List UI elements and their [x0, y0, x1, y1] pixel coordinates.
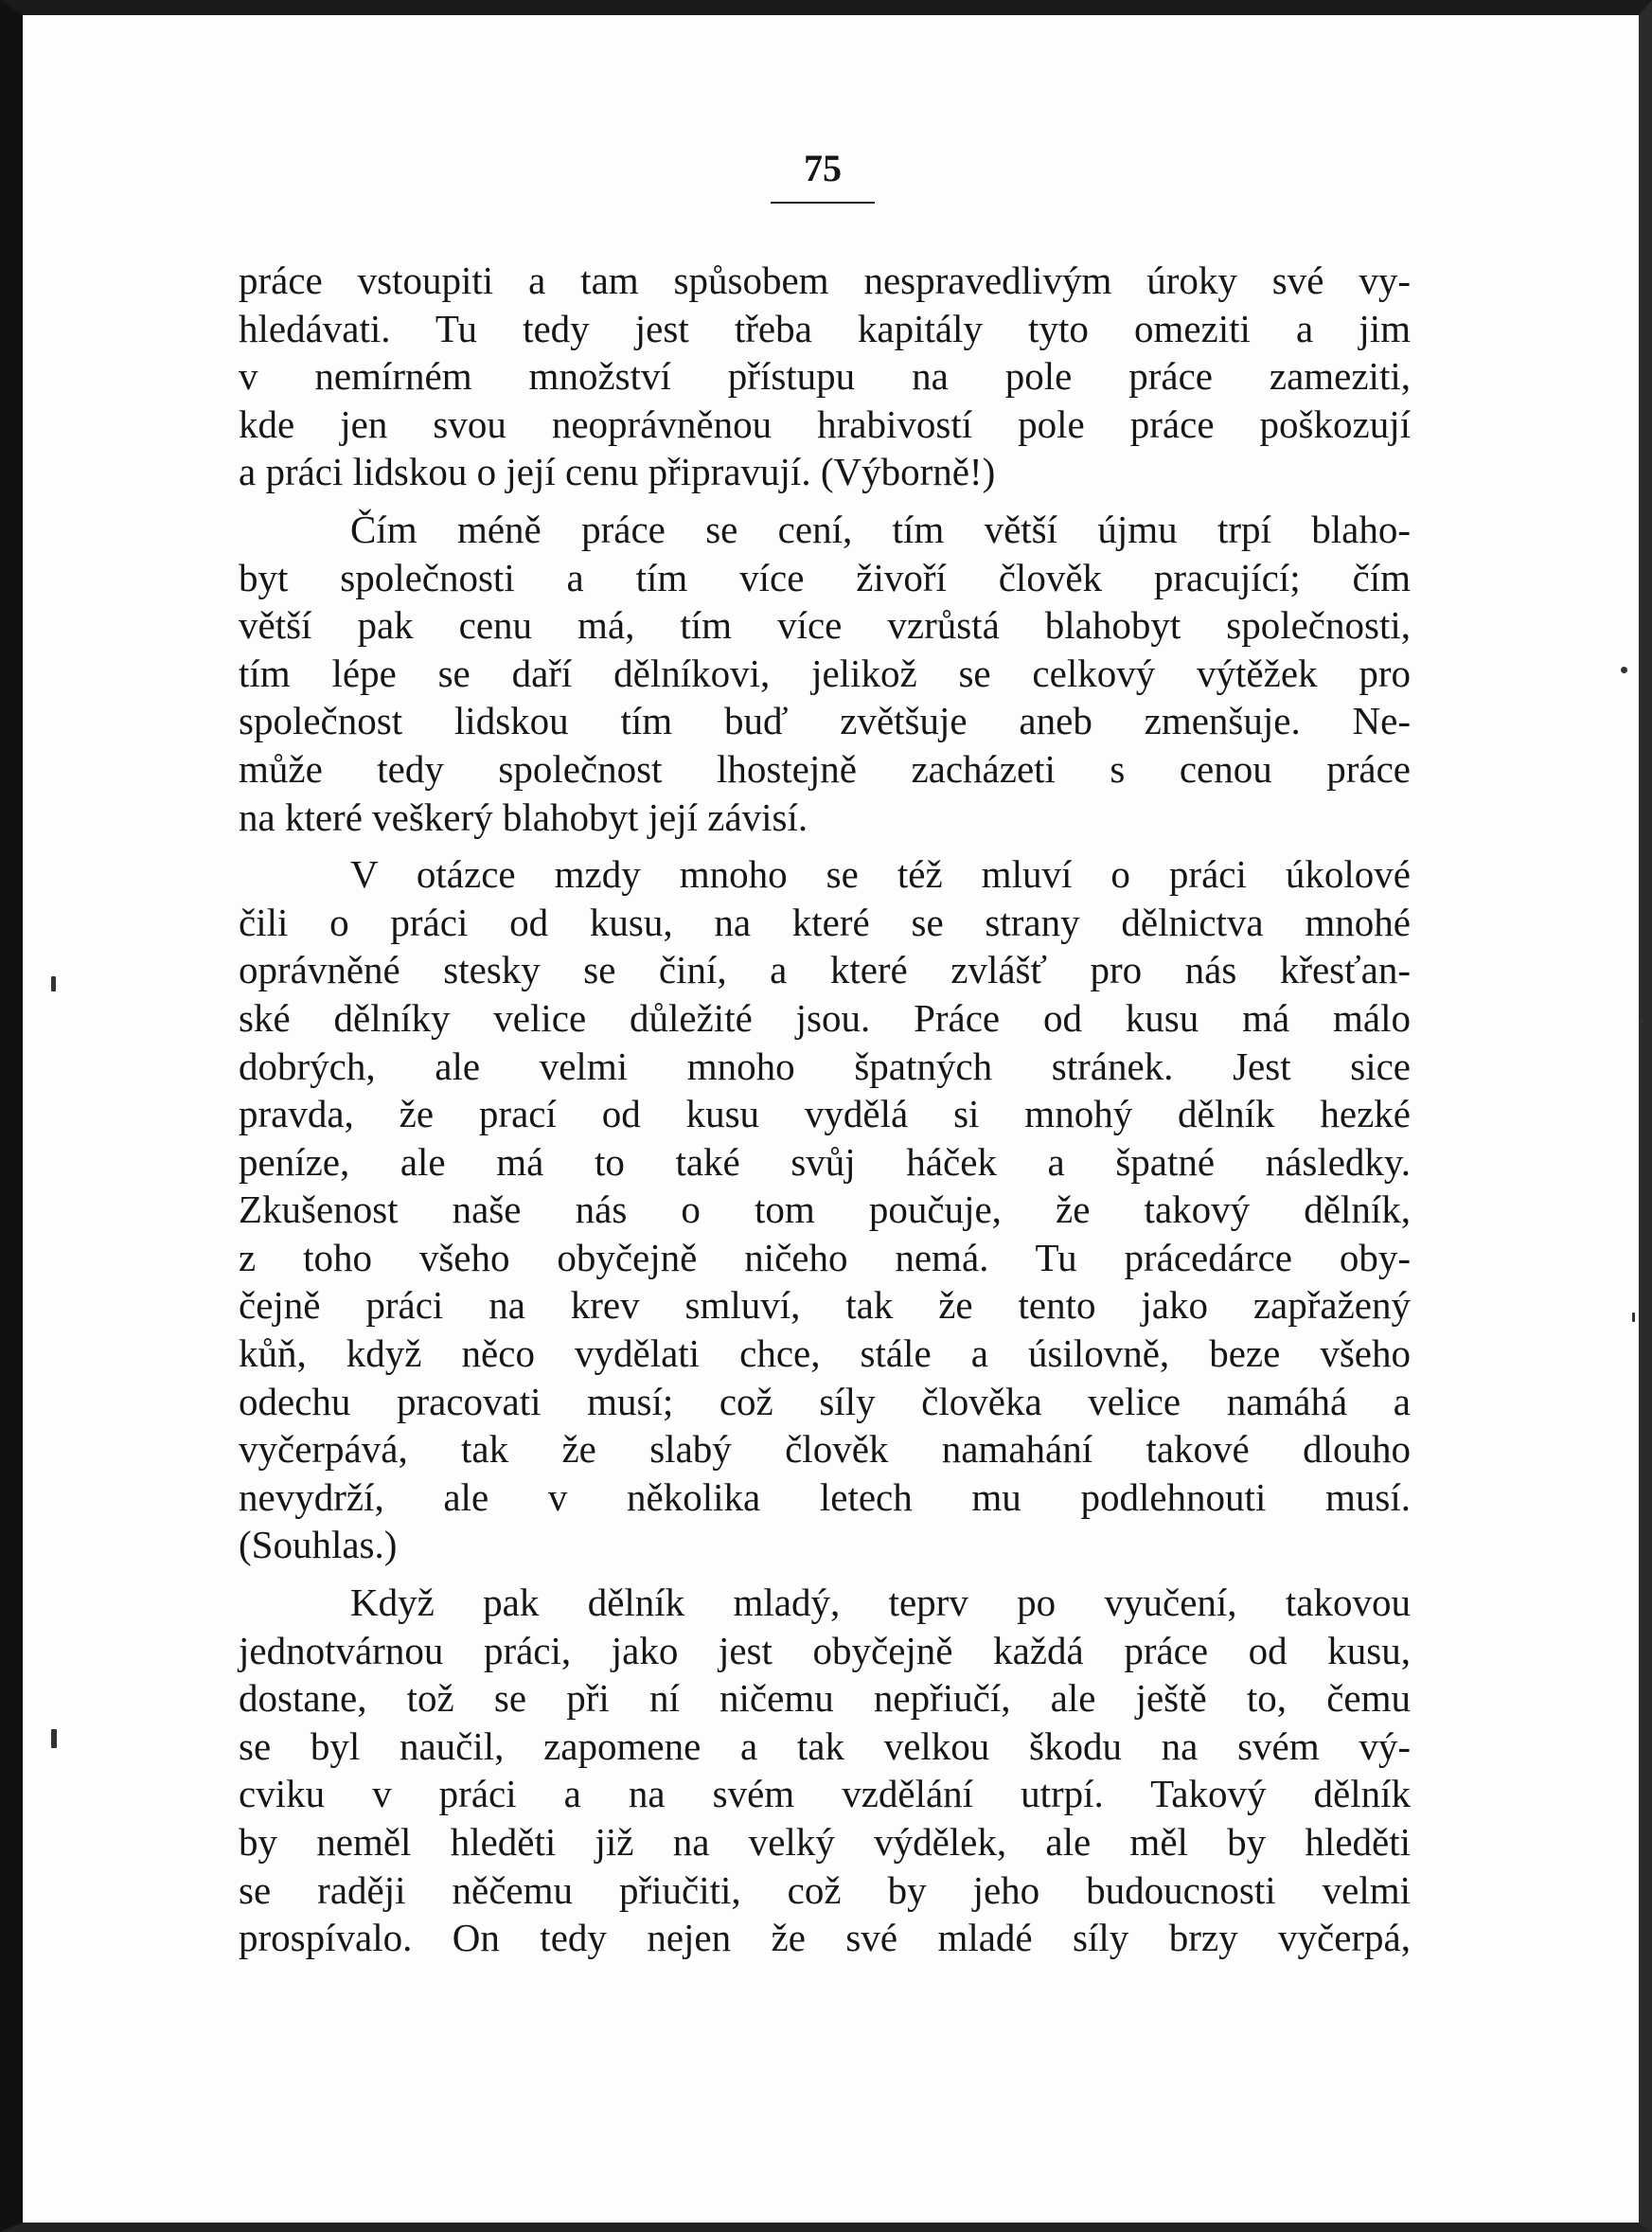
text-line: jednotvárnou práci, jako jest obyčejně každá práce od kusu, [239, 1628, 1411, 1672]
text-line: kde jen svou neoprávněnou hrabivostí pole práce poškozují [239, 402, 1411, 446]
scan-speck [51, 1729, 57, 1748]
text-line: v nemírném množství přístupu na pole práce zameziti, [239, 354, 1411, 399]
text-line: byt společnosti a tím více živoří člověk pracující; čím [239, 555, 1411, 599]
scan-speck [1640, 1019, 1643, 1023]
text-line: prospívalo. On tedy nejen že své mladé síly brzy vyčerpá, [239, 1916, 1411, 1960]
text-line: z toho všeho obyčejně ničeho nemá. Tu prácedárce oby- [239, 1235, 1411, 1279]
text-line: V otázce mzdy mnoho se též mluví o práci úkolové [350, 852, 1411, 897]
text-line: ské dělníky velice důležité jsou. Práce od kusu má málo [239, 995, 1411, 1040]
text-line: Když pak dělník mladý, teprv po vyučení, takovou [350, 1580, 1411, 1625]
text-line: čejně práci na krev smluví, tak že tento jako zapřažený [239, 1283, 1411, 1328]
text-line: vyčerpává, tak že slabý člověk namahání takové dlouho [239, 1427, 1411, 1472]
text-line: by neměl hleděti již na velký výdělek, ale měl by hleděti [239, 1820, 1411, 1864]
paragraph-1 [239, 257, 1411, 496]
text-line: dostane, tož se při ní ničemu nepřiučí, ale ještě to, čemu [239, 1676, 1411, 1721]
text-line: odechu pracovati musí; což síly člověka velice namáhá a [239, 1379, 1411, 1423]
scan-speck [1621, 667, 1627, 673]
paragraph-2 [239, 506, 1411, 841]
text-line: na které veškerý blahobyt její závisí. [239, 795, 808, 839]
text-line: čili o práci od kusu, na které se strany dělnictva mnohé [239, 900, 1411, 944]
text-line: práce vstoupiti a tam spůsobem nespravedlivým úroky své vy- [239, 259, 1411, 302]
text-line: hledávati. Tu tedy jest třeba kapitály tyto omeziti a jim [239, 306, 1411, 350]
text-line: oprávněné stesky se činí, a které zvlášť pro nás křesťan- [239, 948, 1411, 992]
paragraph-3 [239, 850, 1411, 1569]
text-line: pravda, že prací od kusu vydělá si mnohý dělník hezké [239, 1092, 1411, 1136]
paragraph-4 [239, 1579, 1411, 1962]
text-line: peníze, ale má to také svůj háček a špatné následky. [239, 1139, 1411, 1184]
text-line: větší pak cenu má, tím více vzrůstá blahobyt společnosti, [239, 603, 1411, 648]
text-line: nevydrží, ale v několika letech mu podlehnouti musí. [239, 1474, 1411, 1519]
text-line: se byl naučil, zapomene a tak velkou škodu na svém vý- [239, 1723, 1411, 1768]
text-line: a práci lidskou o její cenu připravují. (Výborně!) [239, 450, 996, 494]
text-line: Čím méně práce se cení, tím větší újmu trpí blaho- [350, 507, 1411, 551]
text-line: cviku v práci a na svém vzdělání utrpí. Takový dělník [239, 1772, 1411, 1816]
text-line: tím lépe se daří dělníkovi, jelikož se celkový výtěžek pro [239, 651, 1411, 695]
text-line: kůň, když něco vydělati chce, stále a úsilovně, beze všeho [239, 1331, 1411, 1376]
page-number: 75 [771, 146, 875, 204]
text-line: společnost lidskou tím buď zvětšuje aneb zmenšuje. Ne- [239, 699, 1411, 743]
scan-speck [51, 976, 56, 991]
body-text [239, 257, 1411, 1972]
text-line: se raději něčemu přiučiti, což by jeho budoucnosti velmi [239, 1867, 1411, 1912]
text-line: Zkušenost naše nás o tom poučuje, že takový dělník, [239, 1187, 1411, 1232]
text-line: dobrých, ale velmi mnoho špatných stránek. Jest sice [239, 1044, 1411, 1088]
text-line: může tedy společnost lhostejně zacházeti s cenou práce [239, 746, 1411, 791]
scan-speck [1632, 1312, 1635, 1322]
text-line: (Souhlas.) [239, 1523, 398, 1567]
